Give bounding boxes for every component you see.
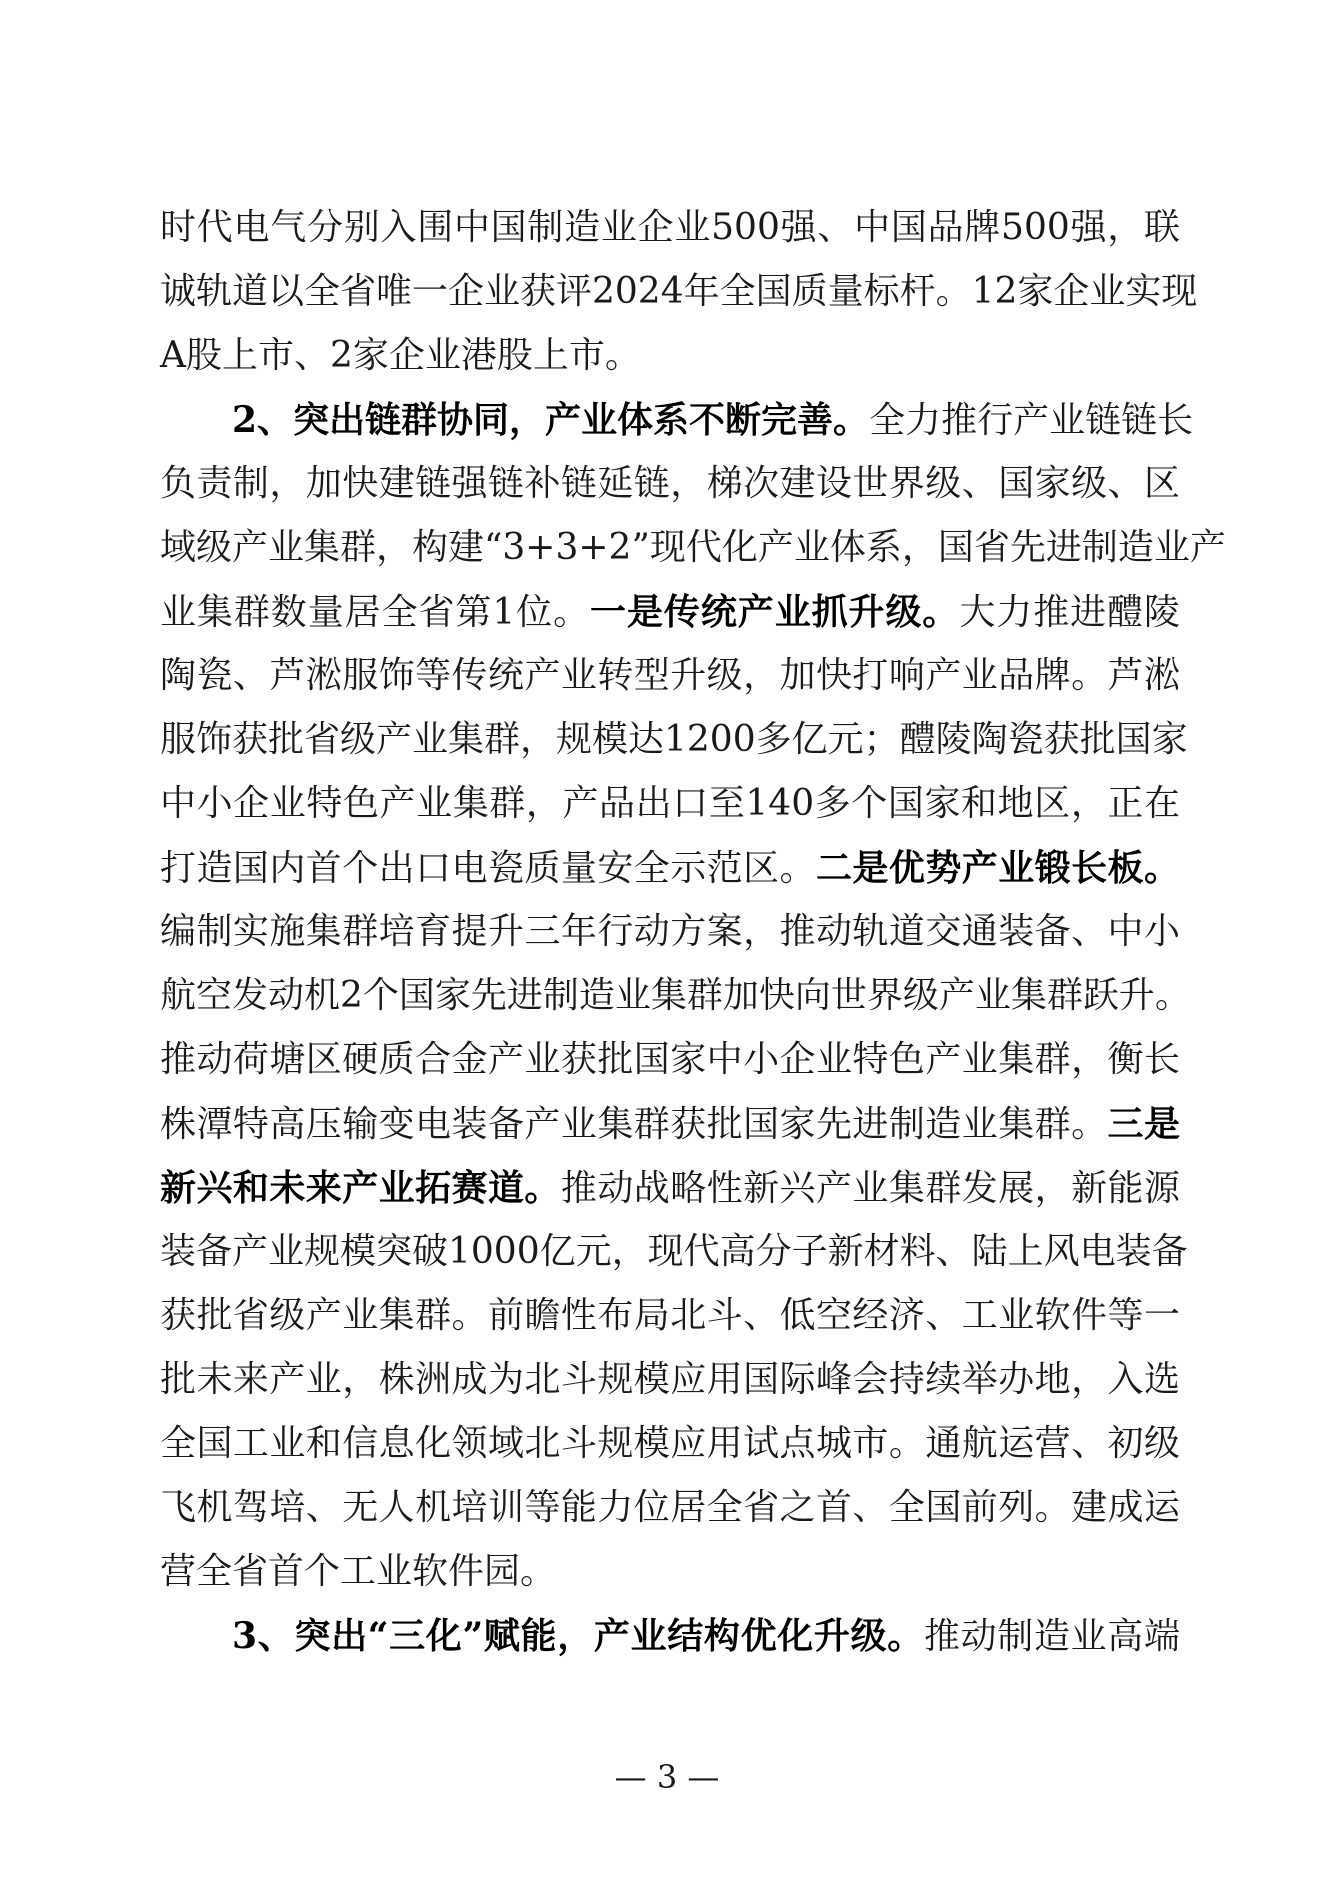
text-segment: 服饰获批省级产业集群，规模达1200多亿元；醴陵陶瓷获批国家 [160,719,1188,760]
text-line [160,260,1198,324]
text-segment: 营全省首个工业软件园。 [160,1551,557,1592]
text-segment: 业集群数量居全省第1位。 [160,592,591,633]
text-segment: 中小企业特色产业集群，产品出口至140多个国家和地区，正在 [160,783,1180,824]
text-line [160,1412,1180,1476]
text-segment: 装备产业规模突破1000亿元，现代高分子新材料、陆上风电装备 [160,1231,1188,1272]
page-number: — 3 — [614,1758,720,1796]
text-line [160,1540,1180,1604]
bold-heading-segment: 3、突出“三化”赋能，产业结构优化升级。 [232,1615,924,1657]
text-segment: 编制实施集群培育提升三年行动方案，推动轨道交通装备、中小 [160,911,1180,952]
text-segment: 域级产业集群，构建“3+3+2”现代化产业体系，国省先进制造业产 [160,527,1226,568]
text-segment: 时代电气分别入围中国制造业企业500强、中国品牌500强，联 [160,207,1180,248]
text-line [160,1604,1180,1668]
text-line [160,772,1180,836]
text-line [160,1028,1180,1092]
text-segment: 株潭特高压输变电装备产业集群获批国家先进制造业集群。 [160,1104,1108,1145]
text-segment: 推动战略性新兴产业集群发展，新能源 [560,1168,1180,1209]
text-segment: 大力推进醴陵 [959,592,1180,633]
body-text [160,196,1226,1668]
text-segment: 获批省级产业集群。前瞻性布局北斗、低空经济、工业软件等一 [160,1295,1180,1336]
text-line [160,516,1226,580]
text-line [160,452,1180,516]
text-segment: 负责制，加快建链强链补链延链，梯次建设世界级、国家级、区 [160,463,1180,504]
text-line [160,644,1180,708]
text-line [160,324,1180,388]
text-line [160,836,1180,900]
text-line [160,1220,1188,1284]
bold-heading-segment: 一是传统产业抓升级。 [590,591,960,633]
text-segment: 推动荷塘区硬质合金产业获批国家中小企业特色产业集群，衡长 [160,1039,1180,1080]
text-segment: 诚轨道以全省唯一企业获评2024年全国质量标杆。12家企业实现 [160,271,1198,312]
text-line [160,900,1180,964]
text-segment: 陶瓷、芦淞服饰等传统产业转型升级，加快打响产业品牌。芦淞 [160,655,1180,696]
text-line [160,964,1191,1028]
text-line [160,1156,1180,1220]
text-line [160,1092,1180,1156]
text-segment: 推动制造业高端 [923,1616,1180,1657]
text-line [160,1284,1180,1348]
text-line [160,580,1180,644]
text-segment: 全力推行产业链链长 [869,400,1194,441]
text-line [160,196,1180,260]
text-segment: 航空发动机2个国家先进制造业集群加快向世界级产业集群跃升。 [160,975,1191,1016]
text-segment: 批未来产业，株洲成为北斗规模应用国际峰会持续举办地，入选 [160,1359,1180,1400]
text-line [160,1476,1180,1540]
text-segment: 打造国内首个出口电瓷质量安全示范区。 [160,848,816,889]
text-line [160,388,1194,452]
text-line [160,708,1188,772]
text-line [160,1348,1180,1412]
text-segment: 全国工业和信息化领域北斗规模应用试点城市。通航运营、初级 [160,1423,1180,1464]
bold-heading-segment: 新兴和未来产业拓赛道。 [160,1167,561,1209]
text-segment: 飞机驾培、无人机培训等能力位居全省之首、全国前列。建成运 [160,1487,1180,1528]
bold-heading-segment: 二是优势产业锻长板。 [815,847,1180,889]
text-segment: A股上市、2家企业港股上市。 [160,335,641,376]
bold-heading-segment: 三是 [1107,1103,1180,1145]
bold-heading-segment: 2、突出链群协同，产业体系不断完善。 [232,399,870,441]
